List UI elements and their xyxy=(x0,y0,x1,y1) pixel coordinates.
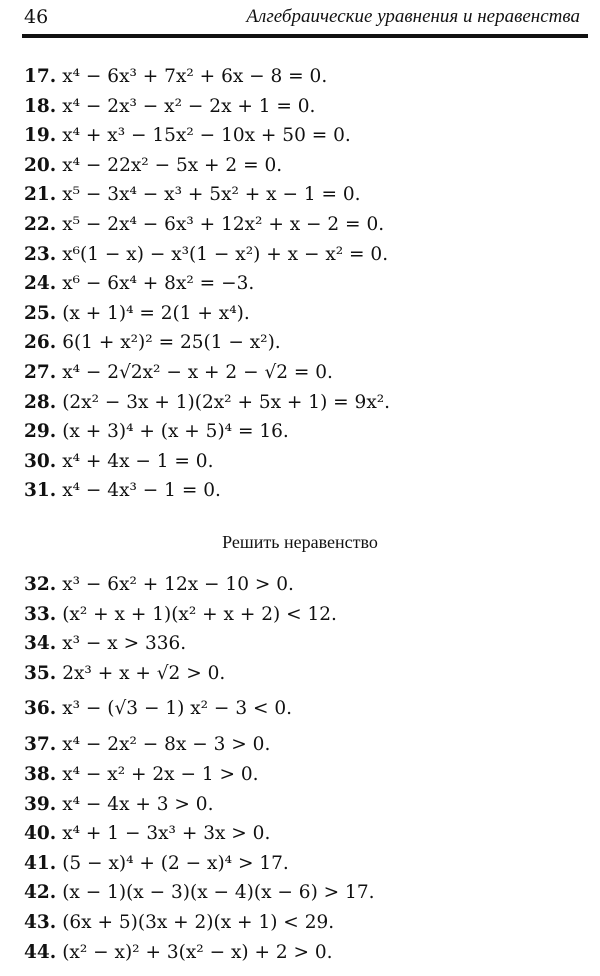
problem-item xyxy=(24,388,390,418)
problem-item xyxy=(24,240,390,270)
problem-expression: x³ − 6x² + 12x − 10 > 0. xyxy=(62,574,294,595)
problem-expression: x⁴ − 4x³ − 1 = 0. xyxy=(62,480,221,502)
problem-number: 23. xyxy=(24,243,57,265)
problem-number: 28. xyxy=(24,391,57,413)
problem-number: 35. xyxy=(24,662,57,684)
problem-expression: (x − 1)(x − 3)(x − 4)(x − 6) > 17. xyxy=(62,882,375,904)
problem-expression: (x² + x + 1)(x² + x + 2) < 12. xyxy=(62,603,337,625)
problem-number: 36. xyxy=(24,698,57,720)
problem-number: 25. xyxy=(24,302,57,324)
problem-item xyxy=(24,659,374,689)
inequality-list xyxy=(24,570,374,967)
problem-item xyxy=(24,180,390,210)
problem-number: 39. xyxy=(24,793,57,815)
problem-expression: (2x² − 3x + 1)(2x² + 5x + 1) = 9x². xyxy=(62,391,391,413)
problem-item xyxy=(24,92,390,122)
problem-number: 24. xyxy=(24,273,57,295)
running-title: Алгебраические уравнения и неравенства xyxy=(246,6,580,27)
problem-expression: x⁴ − 2√2x² − x + 2 − √2 = 0. xyxy=(62,361,333,383)
problem-expression: (x² − x)² + 3(x² − x) + 2 > 0. xyxy=(62,941,333,963)
problem-number: 42. xyxy=(24,882,57,904)
problem-number: 31. xyxy=(24,480,57,502)
problem-number: 20. xyxy=(24,154,57,176)
problem-item xyxy=(24,299,390,329)
problem-item xyxy=(24,121,390,151)
problem-expression: x⁴ + 1 − 3x³ + 3x > 0. xyxy=(62,823,271,845)
problem-number: 34. xyxy=(24,633,57,655)
problem-item xyxy=(24,62,390,92)
problem-item xyxy=(24,790,374,820)
problem-expression: x⁵ − 3x⁴ − x³ + 5x² + x − 1 = 0. xyxy=(62,184,361,206)
problem-expression: (6x + 5)(3x + 2)(x + 1) < 29. xyxy=(62,911,335,933)
problem-number: 40. xyxy=(24,823,57,845)
problem-expression: x⁴ − 2x² − 8x − 3 > 0. xyxy=(62,734,271,756)
problem-item xyxy=(24,570,374,600)
problem-number: 18. xyxy=(24,95,57,117)
problem-number: 21. xyxy=(24,184,57,206)
problem-number: 26. xyxy=(24,332,57,354)
problem-number: 41. xyxy=(24,852,57,874)
problem-number: 32. xyxy=(24,574,57,595)
problem-expression: x⁴ − 6x³ + 7x² + 6x − 8 = 0. xyxy=(62,66,328,87)
problem-expression: x⁴ − 2x³ − x² − 2x + 1 = 0. xyxy=(62,95,316,117)
problem-item xyxy=(24,151,390,181)
section-title: Решить неравенство xyxy=(222,532,378,552)
problem-item xyxy=(24,210,390,240)
problem-item xyxy=(24,730,374,760)
problem-number: 30. xyxy=(24,450,57,472)
problem-number: 43. xyxy=(24,911,57,933)
problem-item xyxy=(24,269,390,299)
problem-expression: x⁶ − 6x⁴ + 8x² = −3. xyxy=(62,273,255,295)
page-number: 46 xyxy=(24,6,49,28)
problem-expression: x⁶(1 − x) − x³(1 − x²) + x − x² = 0. xyxy=(62,243,389,265)
problem-number: 19. xyxy=(24,125,57,147)
problem-expression: x⁴ + x³ − 15x² − 10x + 50 = 0. xyxy=(62,125,351,147)
problem-number: 22. xyxy=(24,213,57,235)
problem-number: 29. xyxy=(24,421,57,443)
problem-expression: 6(1 + x²)² = 25(1 − x²). xyxy=(62,332,281,354)
problem-expression: x⁵ − 2x⁴ − 6x³ + 12x² + x − 2 = 0. xyxy=(62,213,385,235)
problem-number: 38. xyxy=(24,763,57,785)
equation-list xyxy=(24,62,390,506)
problem-expression: x⁴ − x² + 2x − 1 > 0. xyxy=(62,763,259,785)
problem-item xyxy=(24,358,390,388)
problem-expression: x⁴ − 4x + 3 > 0. xyxy=(62,793,214,815)
header-rule xyxy=(22,34,588,38)
problem-item xyxy=(24,760,374,790)
problem-item xyxy=(24,849,374,879)
problem-item xyxy=(24,629,374,659)
problem-item xyxy=(24,688,374,730)
problem-item xyxy=(24,600,374,630)
problem-expression: x⁴ − 22x² − 5x + 2 = 0. xyxy=(62,154,283,176)
problem-item xyxy=(24,476,390,506)
problem-expression: (x + 1)⁴ = 2(1 + x⁴). xyxy=(62,302,250,324)
problem-item xyxy=(24,878,374,908)
problem-expression: (5 − x)⁴ + (2 − x)⁴ > 17. xyxy=(62,852,289,874)
problem-item xyxy=(24,938,374,968)
problem-item xyxy=(24,908,374,938)
problem-expression: x³ − x > 336. xyxy=(62,633,187,655)
problem-item xyxy=(24,328,390,358)
problem-item xyxy=(24,819,374,849)
problem-expression: x⁴ + 4x − 1 = 0. xyxy=(62,450,214,472)
problem-expression: x³ − (√3 − 1) x² − 3 < 0. xyxy=(62,698,293,720)
problem-number: 27. xyxy=(24,361,57,383)
problem-item xyxy=(24,417,390,447)
problem-number: 33. xyxy=(24,603,57,625)
problem-expression: 2x³ + x + √2 > 0. xyxy=(62,662,226,684)
problem-item xyxy=(24,447,390,477)
problem-number: 37. xyxy=(24,734,57,756)
problem-expression: (x + 3)⁴ + (x + 5)⁴ = 16. xyxy=(62,421,289,443)
problem-number: 44. xyxy=(24,941,57,963)
problem-number: 17. xyxy=(24,66,57,87)
